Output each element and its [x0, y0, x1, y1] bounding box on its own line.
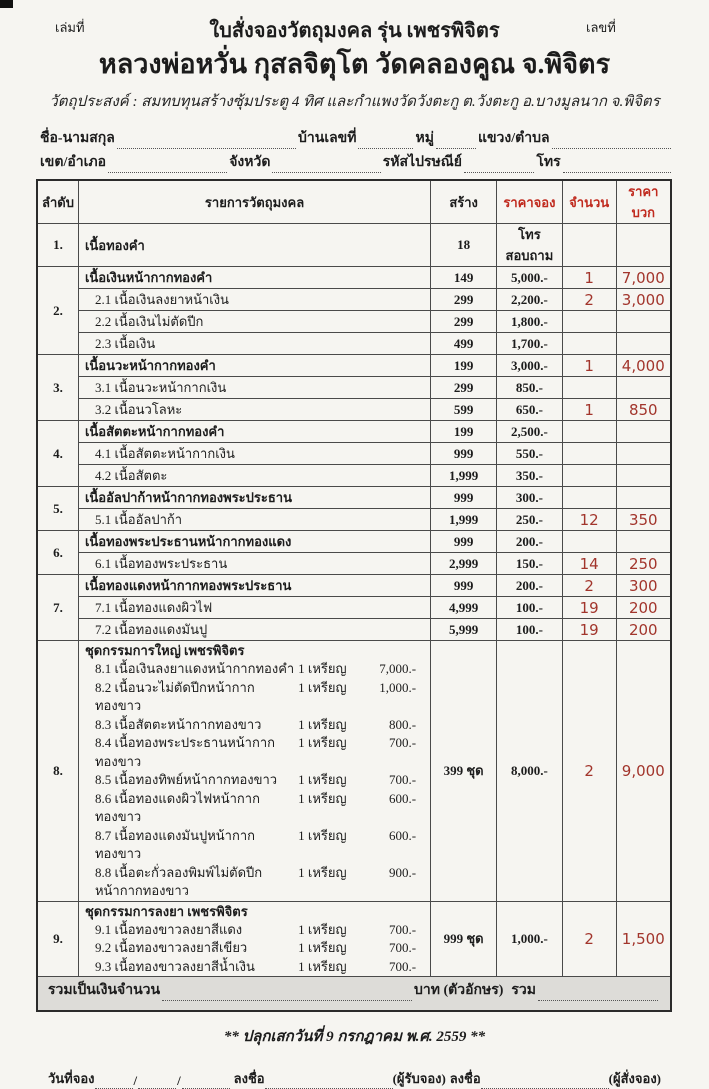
order-total[interactable] — [616, 421, 671, 443]
total-amount-label: รวมเป็นเงินจำนวน — [48, 983, 161, 999]
order-total[interactable] — [616, 311, 671, 333]
row-no: 6. — [37, 531, 78, 575]
table-header-row — [37, 180, 671, 224]
row-no: 9. — [37, 901, 78, 977]
reserve-price: 850.- — [497, 377, 563, 399]
table-row — [37, 465, 671, 487]
made-count: 2,999 — [431, 553, 497, 575]
col-header-no: ลำดับ — [37, 180, 78, 224]
table-row — [37, 619, 671, 641]
volume-label: เล่มที่ — [55, 20, 85, 35]
table-row — [37, 224, 671, 267]
row-no: 3. — [37, 355, 78, 421]
set-subitem-unit: 1 เหรียญ — [298, 679, 347, 695]
order-date-year-field[interactable] — [182, 1077, 230, 1089]
order-qty[interactable]: 2 — [562, 901, 616, 977]
name-label: ชื่อ-นามสกุล — [40, 131, 115, 146]
set-subitem-price: 700.- — [389, 735, 417, 750]
set-subitem-price: 900.- — [389, 864, 417, 880]
set-subitem-price: 700.- — [389, 921, 417, 937]
set-subitem-name: 8.7 เนื้อทองแดงมันปูหน้ากากทองขาว — [94, 827, 256, 861]
set-subitem-unit: 1 เหรียญ — [298, 716, 347, 732]
reserve-price: 1,800.- — [497, 311, 563, 333]
number-label: เลขที่ — [586, 20, 616, 35]
house-no-label: บ้านเลขที่ — [298, 131, 357, 146]
reserve-price: 100.- — [497, 597, 563, 619]
order-date-month-field[interactable] — [138, 1077, 176, 1089]
row-no: 7. — [37, 575, 78, 641]
order-qty[interactable] — [562, 224, 616, 267]
item-name: 3.2 เนื้อนวโลหะ — [78, 399, 430, 421]
signature-row — [48, 1068, 661, 1089]
item-name: 2.2 เนื้อเงินไม่ตัดปีก — [78, 311, 430, 333]
set-subitem-price: 800.- — [389, 716, 417, 732]
order-qty[interactable] — [562, 443, 616, 465]
table-row — [37, 443, 671, 465]
order-total[interactable] — [616, 465, 671, 487]
reserve-price: 8,000.- — [497, 641, 563, 902]
order-date-label: วันที่จอง — [48, 1070, 95, 1086]
order-total[interactable]: 1,500 — [616, 901, 671, 977]
set-subitem — [83, 734, 426, 771]
set-subitem — [83, 716, 426, 735]
made-count: 4,999 — [431, 597, 497, 619]
table-row — [37, 399, 671, 421]
row-no: 2. — [37, 267, 78, 355]
set-subitem-name: 8.8 เนื้อตะกั่วลองพิมพ์ไม่ตัดปีกหน้ากากทองขาว — [94, 864, 263, 898]
row-no: 4. — [37, 421, 78, 487]
order-total[interactable]: 200 — [616, 597, 671, 619]
table-row — [37, 553, 671, 575]
row-no: 1. — [37, 224, 78, 267]
reserve-price: 200.- — [497, 575, 563, 597]
set-subitem — [83, 921, 426, 940]
sum-field[interactable] — [538, 988, 658, 1001]
order-qty[interactable] — [562, 421, 616, 443]
item-name: 6.1 เนื้อทองพระประธาน — [78, 553, 430, 575]
set-subitem-price: 600.- — [389, 790, 417, 806]
total-amount-field[interactable] — [162, 988, 412, 1001]
reserve-price: 200.- — [497, 531, 563, 553]
item-name: เนื้อนวะหน้ากากทองคำ — [78, 355, 430, 377]
set-subitem-unit: 1 เหรียญ — [298, 790, 347, 806]
set-subitem-price: 7,000.- — [379, 661, 417, 676]
made-count: 299 — [431, 289, 497, 311]
order-total[interactable] — [616, 333, 671, 355]
item-name: เนื้อเงินหน้ากากทองคำ — [78, 267, 430, 289]
set-subitem — [83, 660, 426, 679]
made-count: 299 — [431, 377, 497, 399]
reserve-price: 250.- — [497, 509, 563, 531]
totals-row — [37, 977, 671, 1011]
set-subitem-price: 700.- — [389, 940, 417, 955]
set-subitem-name: 8.1 เนื้อเงินลงยาแดงหน้ากากทองคำ — [94, 661, 295, 676]
receiver-role-label: (ผู้รับจอง) — [392, 1070, 446, 1086]
set-subitem-name: 8.4 เนื้อทองพระประธานหน้ากากทองขาว — [94, 735, 276, 769]
order-total[interactable] — [616, 377, 671, 399]
order-date-day-field[interactable] — [95, 1077, 133, 1089]
order-total[interactable]: 350 — [616, 509, 671, 531]
order-qty[interactable]: 19 — [562, 619, 616, 641]
set-subitem-name: 8.5 เนื้อทองทิพย์หน้ากากทองขาว — [94, 772, 278, 787]
order-total[interactable]: 4,000 — [616, 355, 671, 377]
set-subitem-unit: 1 เหรียญ — [298, 864, 347, 880]
made-count: 1,999 — [431, 465, 497, 487]
table-row — [37, 597, 671, 619]
reserve-price: 300.- — [497, 487, 563, 509]
made-count: 599 — [431, 399, 497, 421]
set-subitem — [83, 827, 426, 864]
set-subitem-unit: 1 เหรียญ — [298, 735, 347, 750]
order-total[interactable] — [616, 531, 671, 553]
set-subitem — [83, 939, 426, 958]
item-name: เนื้อทองพระประธานหน้ากากทองแดง — [78, 531, 430, 553]
order-total[interactable] — [616, 224, 671, 267]
set-title: ชุดกรรมการใหญ่ เพชรพิจิตร — [84, 643, 245, 658]
made-count: 999 ชุด — [431, 901, 497, 977]
table-row — [37, 509, 671, 531]
made-count: 999 — [431, 531, 497, 553]
item-name: 5.1 เนื้ออัลปาก้า — [78, 509, 430, 531]
order-total[interactable]: 300 — [616, 575, 671, 597]
consecration-date-line: ** ปลุกเสกวันที่ 9 กรกฎาคม พ.ศ. 2559 ** — [223, 1028, 486, 1045]
set-subitem-name: 8.2 เนื้อนวะไม่ตัดปีกหน้ากากทองขาว — [94, 679, 255, 713]
sign-label-receiver: ลงชื่อ — [233, 1070, 265, 1086]
col-header-added-price: ราคาบวก — [616, 180, 671, 224]
header-row — [0, 14, 709, 40]
item-name: 2.3 เนื้อเงิน — [78, 333, 430, 355]
moo-field[interactable] — [436, 135, 476, 149]
made-count: 999 — [431, 575, 497, 597]
reserve-price: 650.- — [497, 399, 563, 421]
col-header-item: รายการวัตถุมงคล — [78, 180, 430, 224]
phone-field[interactable] — [563, 159, 671, 173]
made-count: 199 — [431, 355, 497, 377]
subdistrict-label: แขวง/ตำบล — [477, 131, 550, 146]
set-subitem-price: 1,000.- — [379, 679, 417, 695]
order-qty[interactable] — [562, 333, 616, 355]
table-row — [37, 267, 671, 289]
item-name: เนื้อทองแดงหน้ากากทองพระประธาน — [78, 575, 430, 597]
item-name: 7.1 เนื้อทองแดงผิวไฟ — [78, 597, 430, 619]
reserve-price: 1,000.- — [497, 901, 563, 977]
order-qty[interactable]: 19 — [562, 597, 616, 619]
sign-label-orderer: ลงชื่อ — [449, 1070, 481, 1086]
item-name: 7.2 เนื้อทองแดงมันปู — [78, 619, 430, 641]
phone-label: โทร — [536, 155, 561, 170]
order-total[interactable]: 200 — [616, 619, 671, 641]
province-label: จังหวัด — [229, 155, 271, 170]
sum-label: รวม — [511, 983, 536, 999]
set-subitem-unit: 1 เหรียญ — [298, 940, 347, 955]
table-row — [37, 355, 671, 377]
table-row — [37, 487, 671, 509]
set-item-cell — [78, 641, 430, 902]
order-qty[interactable]: 1 — [562, 355, 616, 377]
order-total[interactable]: 850 — [616, 399, 671, 421]
table-row — [37, 575, 671, 597]
item-name: 3.1 เนื้อนวะหน้ากากเงิน — [78, 377, 430, 399]
order-table — [36, 179, 672, 1012]
item-name: เนื้ออัลปาก้าหน้ากากทองพระประธาน — [78, 487, 430, 509]
name-field[interactable] — [117, 135, 296, 149]
item-name: 4.1 เนื้อสัตตะหน้ากากเงิน — [78, 443, 430, 465]
form-line-1 — [38, 125, 671, 149]
set-subitem-unit: 1 เหรียญ — [298, 772, 347, 787]
province-field[interactable] — [272, 159, 380, 173]
order-total[interactable]: 250 — [616, 553, 671, 575]
temple-title: หลวงพ่อหวั่น กุสลจิตุโต วัดคลองคูณ จ.พิจิตร — [98, 49, 611, 79]
order-qty[interactable] — [562, 311, 616, 333]
order-qty[interactable] — [562, 487, 616, 509]
order-qty[interactable]: 2 — [562, 289, 616, 311]
item-name: เนื้อสัตตะหน้ากากทองคำ — [78, 421, 430, 443]
set-item-cell — [78, 901, 430, 977]
set-subitem-price: 600.- — [389, 827, 417, 843]
col-header-made: สร้าง — [431, 180, 497, 224]
set-subitem-name: 8.3 เนื้อสัตตะหน้ากากทองขาว — [94, 716, 262, 732]
set-subitem — [83, 679, 426, 716]
row-no: 8. — [37, 641, 78, 902]
orderer-signature-field[interactable] — [481, 1077, 609, 1089]
house-no-field[interactable] — [358, 135, 413, 149]
table-row — [37, 377, 671, 399]
table-row — [37, 289, 671, 311]
baht-text-label: บาท (ตัวอักษร) — [414, 983, 504, 999]
form-line-2 — [38, 149, 671, 173]
item-name: เนื้อทองคำ — [78, 224, 430, 267]
order-qty[interactable]: 2 — [562, 641, 616, 902]
order-total[interactable]: 7,000 — [616, 267, 671, 289]
set-subitem-name: 9.2 เนื้อทองขาวลงยาสีเขียว — [94, 940, 248, 955]
made-count: 199 — [431, 421, 497, 443]
set-subitem — [83, 958, 426, 977]
set-subitem-unit: 1 เหรียญ — [298, 921, 347, 937]
set-subitem-unit: 1 เหรียญ — [298, 958, 347, 974]
table-row-set — [37, 901, 671, 977]
reserve-price: 100.- — [497, 619, 563, 641]
reserve-price: 150.- — [497, 553, 563, 575]
order-total[interactable] — [616, 443, 671, 465]
order-qty[interactable] — [562, 377, 616, 399]
item-name: 2.1 เนื้อเงินลงยาหน้าเงิน — [78, 289, 430, 311]
reserve-price: 350.- — [497, 465, 563, 487]
slash: / — [133, 1072, 138, 1088]
col-header-qty: จำนวน — [562, 180, 616, 224]
order-qty[interactable]: 2 — [562, 575, 616, 597]
table-row — [37, 421, 671, 443]
reserve-price: 3,000.- — [497, 355, 563, 377]
postcode-label: รหัสไปรษณีย์ — [382, 155, 462, 170]
set-subitem-unit: 1 เหรียญ — [298, 661, 347, 676]
order-qty[interactable]: 1 — [562, 267, 616, 289]
set-subitem-unit: 1 เหรียญ — [298, 827, 347, 843]
scan-corner-artifact — [0, 0, 13, 8]
district-field[interactable] — [108, 159, 227, 173]
set-subitem-price: 700.- — [389, 958, 417, 974]
reserve-price: โทรสอบถาม — [497, 224, 563, 267]
slash: / — [177, 1072, 181, 1088]
reserve-price: 5,000.- — [497, 267, 563, 289]
set-subitem-name: 9.1 เนื้อทองขาวลงยาสีแดง — [94, 921, 243, 937]
table-row — [37, 531, 671, 553]
row-no: 5. — [37, 487, 78, 531]
reserve-price: 550.- — [497, 443, 563, 465]
form-title: ใบสั่งจองวัตถุมงคล รุ่น เพชรพิจิตร — [209, 20, 500, 42]
purpose-line: วัตถุประสงค์ : สมทบทุนสร้างซุ้มประตู 4 ทิศ และกำแพงวัดวังตะกู ต.วังตะกู อ.บางมูลนาก จ.พิจิตร — [49, 94, 660, 110]
made-count: 999 — [431, 443, 497, 465]
made-count: 399 ชุด — [431, 641, 497, 902]
moo-label: หมู่ — [415, 131, 434, 146]
set-subitem — [83, 864, 426, 901]
made-count: 999 — [431, 487, 497, 509]
order-qty[interactable]: 14 — [562, 553, 616, 575]
orderer-role-label: (ผู้สั่งจอง) — [608, 1070, 662, 1086]
made-count: 299 — [431, 311, 497, 333]
order-total[interactable]: 3,000 — [616, 289, 671, 311]
table-row — [37, 311, 671, 333]
reserve-price: 1,700.- — [497, 333, 563, 355]
table-row-set — [37, 641, 671, 902]
table-row — [37, 333, 671, 355]
receiver-signature-field[interactable] — [265, 1077, 393, 1089]
set-subitem — [83, 771, 426, 790]
order-qty[interactable]: 12 — [562, 509, 616, 531]
set-subitem-price: 700.- — [389, 772, 417, 787]
order-qty[interactable] — [562, 465, 616, 487]
made-count: 5,999 — [431, 619, 497, 641]
made-count: 149 — [431, 267, 497, 289]
set-subitem-name: 9.3 เนื้อทองขาวลงยาสีน้ำเงิน — [94, 958, 255, 974]
made-count: 18 — [431, 224, 497, 267]
postcode-field[interactable] — [464, 159, 534, 173]
subdistrict-field[interactable] — [552, 135, 671, 149]
order-qty[interactable]: 1 — [562, 399, 616, 421]
made-count: 1,999 — [431, 509, 497, 531]
col-header-reserve-price: ราคาจอง — [497, 180, 563, 224]
set-subitem-name: 8.6 เนื้อทองแดงผิวไฟหน้ากากทองขาว — [94, 790, 260, 824]
order-total[interactable] — [616, 487, 671, 509]
district-label: เขต/อำเภอ — [40, 155, 107, 170]
made-count: 499 — [431, 333, 497, 355]
set-subitem — [83, 790, 426, 827]
item-name: 4.2 เนื้อสัตตะ — [78, 465, 430, 487]
order-qty[interactable] — [562, 531, 616, 553]
reserve-price: 2,200.- — [497, 289, 563, 311]
order-total[interactable]: 9,000 — [616, 641, 671, 902]
set-title: ชุดกรรมการลงยา เพชรพิจิตร — [84, 903, 248, 919]
reserve-price: 2,500.- — [497, 421, 563, 443]
